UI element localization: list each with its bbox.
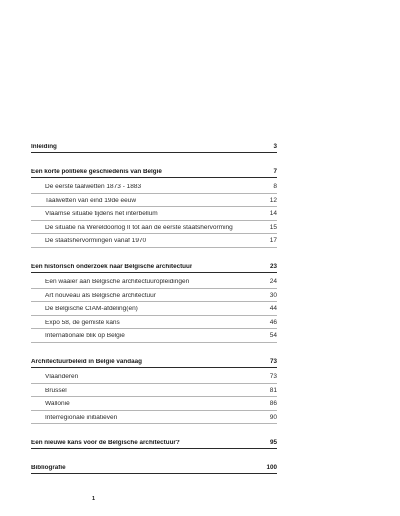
toc-chapter-entry[interactable]	[31, 355, 277, 368]
toc-section-title: Interregionale initiatieven	[45, 414, 118, 421]
toc-chapter-page: 73	[269, 357, 277, 365]
toc-section-entry[interactable]	[31, 384, 277, 398]
toc-chapter-title: Bibliografie	[31, 465, 66, 472]
toc-section-entry[interactable]	[31, 370, 277, 384]
toc-section-title: De eerste taalwetten 1873 - 1883	[45, 184, 142, 191]
toc-section-page: 54	[269, 332, 277, 340]
toc-section-title: Wallonië	[45, 401, 70, 408]
toc-section-title: Expo 58, de gemiste kans	[45, 319, 120, 326]
toc-section-entry[interactable]	[31, 194, 277, 208]
toc-chapter-title: Een nieuwe kans voor de Belgische architectuur?	[31, 440, 180, 447]
toc-chapter-entry[interactable]	[31, 140, 277, 153]
toc-section-entry[interactable]	[31, 302, 277, 316]
toc-section-page: 24	[269, 278, 277, 286]
toc-chapter-title: Een korte politieke geschiedenis van België	[31, 168, 162, 175]
toc-section-title: Een waaier aan Belgische architectuuropleidingen	[45, 279, 190, 286]
toc-chapter-title: Inleiding	[31, 143, 57, 150]
toc-chapter-page: 95	[269, 439, 277, 447]
toc-chapter-block	[31, 260, 277, 343]
toc-section-entry[interactable]	[31, 180, 277, 194]
toc-chapter-block	[31, 140, 277, 153]
toc-chapter-block	[31, 355, 277, 424]
toc-section-title: Internationale blik op België	[45, 333, 125, 340]
toc-section-entry[interactable]	[31, 221, 277, 235]
toc-chapter-entry[interactable]	[31, 260, 277, 273]
toc-section-entry[interactable]	[31, 397, 277, 411]
toc-section-page: 14	[269, 210, 277, 218]
toc-section-page: 44	[269, 305, 277, 313]
toc-section-entry[interactable]	[31, 275, 277, 289]
toc-chapter-title: Een historisch onderzoek naar Belgische architectuur	[31, 263, 193, 270]
toc-chapter-block	[31, 461, 277, 474]
toc-chapter-entry[interactable]	[31, 461, 277, 474]
toc-chapter-page: 7	[273, 167, 277, 175]
toc-chapter-block	[31, 436, 277, 449]
toc-section-page: 81	[269, 386, 277, 394]
toc-section-title: Brussel	[45, 387, 67, 394]
toc-section-title: Taalwetten van eind 19de eeuw	[45, 197, 137, 204]
toc-section-page: 30	[269, 291, 277, 299]
toc-section-page: 90	[269, 413, 277, 421]
toc-section-entry[interactable]	[31, 411, 277, 425]
toc-section-page: 15	[269, 223, 277, 231]
toc-section-entry[interactable]	[31, 234, 277, 248]
toc-section-page: 17	[269, 237, 277, 245]
toc-chapter-entry[interactable]	[31, 436, 277, 449]
table-of-contents	[31, 140, 277, 476]
toc-section-title: De situatie na Wereldoorlog II tot aan de eerste staatshervorming	[45, 224, 233, 231]
toc-section-title: Vlaanderen	[45, 374, 79, 381]
toc-chapter-page: 23	[269, 262, 277, 270]
toc-section-title: De Belgische CIAM-afdeling(en)	[45, 306, 138, 313]
toc-section-page: 46	[269, 318, 277, 326]
toc-section-entry[interactable]	[31, 207, 277, 221]
toc-section-page: 73	[269, 373, 277, 381]
toc-chapter-entry[interactable]	[31, 165, 277, 178]
toc-section-title: Vlaamse situatie tijdens het interbellum	[45, 211, 158, 218]
toc-section-entry[interactable]	[31, 316, 277, 330]
toc-chapter-page: 100	[266, 464, 277, 472]
toc-section-title: De staatshervormingen vanaf 1970	[45, 238, 147, 245]
toc-section-entry[interactable]	[31, 289, 277, 303]
toc-chapter-title: Architectuurbeleid in België vandaag	[31, 358, 142, 365]
toc-section-page: 86	[269, 400, 277, 408]
toc-section-title: Art nouveau als Belgische architectuur	[45, 292, 156, 299]
toc-section-entry[interactable]	[31, 329, 277, 343]
toc-chapter-block	[31, 165, 277, 248]
toc-chapter-page: 3	[273, 142, 277, 150]
toc-section-page: 12	[269, 196, 277, 204]
toc-section-page: 8	[273, 183, 277, 191]
page-number: 1	[92, 496, 96, 502]
